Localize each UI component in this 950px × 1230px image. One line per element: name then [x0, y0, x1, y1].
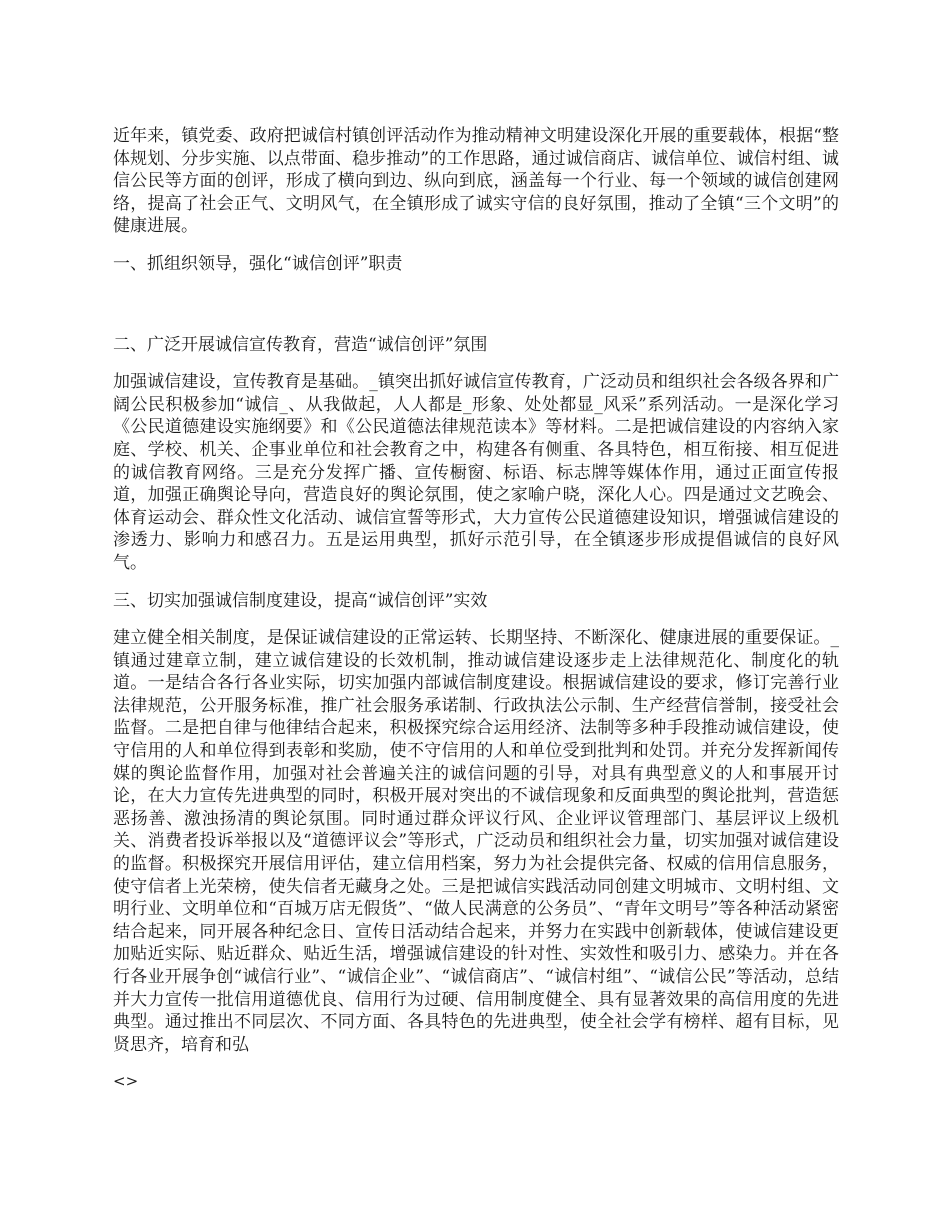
spacer — [113, 1056, 839, 1071]
section-2-heading: 二、广泛开展诚信宣传教育，营造“诚信创评”氛围 — [113, 334, 488, 355]
spacer — [113, 575, 839, 590]
section-1-heading: 一、抓组织领导，强化“诚信创评”职责 — [113, 253, 403, 274]
intro-paragraph: 近年来，镇党委、政府把诚信村镇创评活动作为推动精神文明建设深化开展的重要载体，根据“整体规划、分步实施、以点带面、稳步推动”的工作思路，通过诚信商店、诚信单位、诚信村组、诚信公民等方面的创评，形成了横向到边、纵向到底，涵盖每一个行业、每一个领域的诚信创建网络，提高了社会正气、文明风气，在全镇形成了诚实守信的良好氛围，推动了全镇“三个文明”的健康进展。 — [113, 126, 839, 237]
section-3-body: 建立健全相关制度，是保证诚信建设的正常运转、长期坚持、不断深化、健康进展的重要保证。_镇通过建章立制，建立诚信建设的长效机制，推动诚信建设逐步走上法律规范化、制度化的轨道。一是结合各行各业实际，切实加强内部诚信制度建设。根据诚信建设的要求，修订完善行业法律规范，公开服务标准，推广社会服务承诺制、行政执法公示制、生产经营信誉制，接受社会监督。二是把自律与他律结合起来，积极探究综合运用经济、法制等多种手段推动诚信建设，使守信用的人和单位得到表彰和奖励，使不守信用的人和单位受到批判和处罚。并充分发挥新闻传媒的舆论监督作用，加强对社会普遍关注的诚信问题的引导，对具有典型意义的人和事展开讨论，在大力宣传先进典型的同时，积极开展对突出的不诚信现象和反面典型的舆论批判，营造惩恶扬善、激浊扬清的舆论氛围。同时通过群众评议行风、企业评议管理部门、基层评议上级机关、消费者投诉举报以及“道德评议会”等形式，广泛动员和组织社会力量，切实加强对诚信建设的监督。积极探究开展信用评估，建立信用档案，努力为社会提供完备、权威的信用信息服务，使守信者上光荣榜，使失信者无藏身之处。三是把诚信实践活动同创建文明城市、文明村组、文明行业、文明单位和“百城万店无假货”、“做人民满意的公务员”、“青年文明号”等各种活动紧密结合起来，同开展各种纪念日、宣传日活动结合起来，并努力在实践中创新载体，使诚信建设更加贴近实际、贴近群众、贴近生活，增强诚信建设的针对性、实效性和吸引力、感染力。并在各行各业开展争创“诚信行业”、“诚信企业”、“诚信商店”、“诚信村组”、“诚信公民”等活动，总结并大力宣传一批信用道德优良、信用行为过硬、信用制度健全、具有显著效果的高信用度的先进典型。通过推出不同层次、不同方面、各具特色的先进典型，使全社会学有榜样、超有目标，见贤思齐，培育和弘 — [113, 628, 839, 1055]
footer-mark: <> — [113, 1072, 139, 1091]
document-page — [113, 125, 839, 1091]
spacer — [113, 276, 839, 334]
spacer — [113, 238, 839, 253]
spacer — [113, 356, 839, 371]
section-2-body: 加强诚信建设，宣传教育是基础。_镇突出抓好诚信宣传教育，广泛动员和组织社会各级各界和广阔公民积极参加“诚信_、从我做起，人人都是_形象、处处都显_风采”系列活动。一是深化学习《公民道德建设实施纲要》和《公民道德法律规范读本》等材料。二是把诚信建设的内容纳入家庭、学校、机关、企事业单位和社会教育之中，构建各有侧重、各具特色，相互衔接、相互促进的诚信教育网络。三是充分发挥广播、宣传橱窗、标语、标志牌等媒体作用，通过正面宣传报道，加强正确舆论导向，营造良好的舆论氛围，使之家喻户晓，深化人心。四是通过文艺晚会、体育运动会、群众性文化活动、诚信宣誓等形式，大力宣传公民道德建设知识，增强诚信建设的渗透力、影响力和感召力。五是运用典型，抓好示范引导，在全镇逐步形成提倡诚信的良好风气。 — [113, 372, 839, 573]
section-3-heading: 三、切实加强诚信制度建设，提高“诚信创评”实效 — [113, 590, 488, 611]
spacer — [113, 612, 839, 627]
